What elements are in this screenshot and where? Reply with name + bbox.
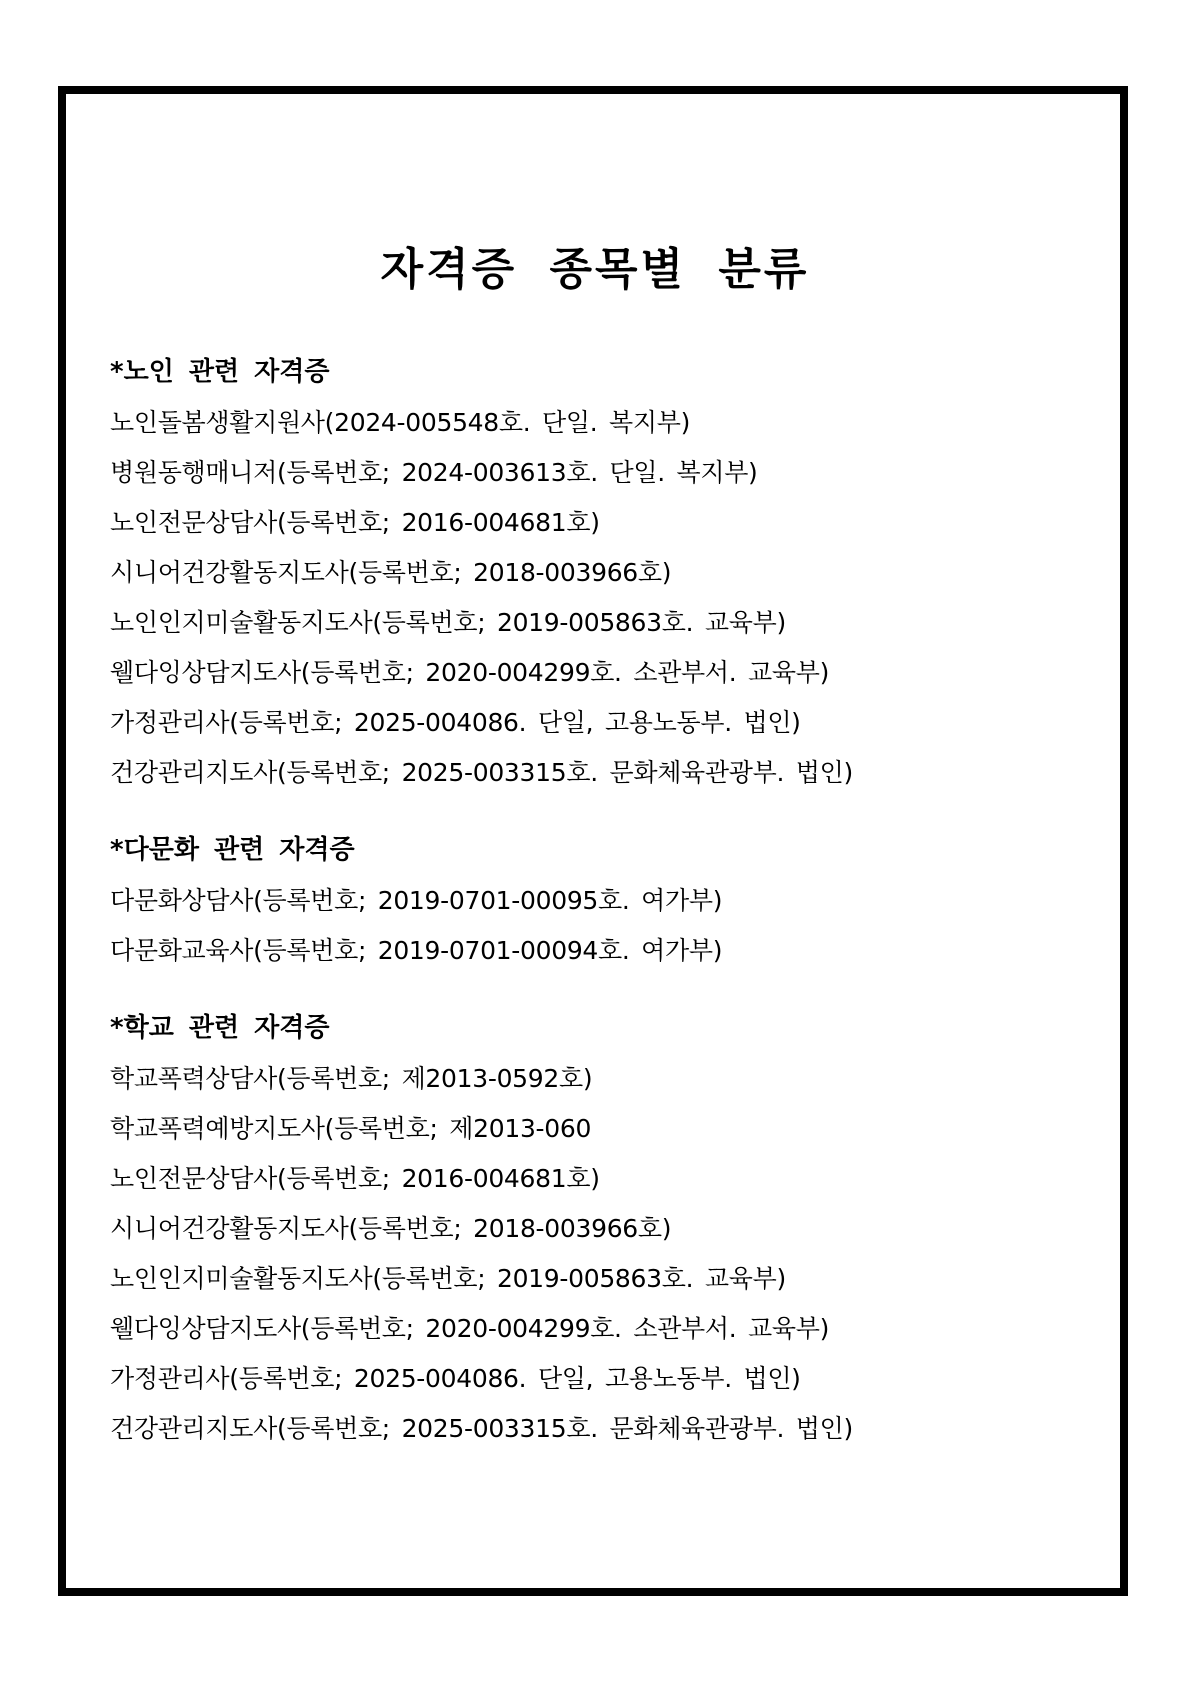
section-heading: *학교 관련 자격증 [110, 1013, 330, 1043]
list-item: 노인전문상담사(등록번호; 2016-004681호) [110, 508, 600, 537]
list-item: 학교폭력예방지도사(등록번호; 제2013-060 [110, 1114, 592, 1143]
section-heading: *다문화 관련 자격증 [110, 835, 355, 865]
page-title: 자격증 종목별 분류 [380, 244, 810, 295]
list-item: 건강관리지도사(등록번호; 2025-003315호. 문화체육관광부. 법인) [110, 758, 853, 787]
list-item: 노인인지미술활동지도사(등록번호; 2019-005863호. 교육부) [110, 1264, 786, 1293]
document-content [110, 346, 1100, 1480]
list-item: 시니어건강활동지도사(등록번호; 2018-003966호) [110, 558, 672, 587]
list-item: 웰다잉상담지도사(등록번호; 2020-004299호. 소관부서. 교육부) [110, 658, 830, 687]
certificate-list [110, 876, 1100, 976]
section-heading: *노인 관련 자격증 [110, 357, 330, 387]
list-item: 가정관리사(등록번호; 2025-004086. 단일, 고용노동부. 법인) [110, 708, 801, 737]
list-item: 학교폭력상담사(등록번호; 제2013-0592호) [110, 1064, 593, 1093]
list-item: 웰다잉상담지도사(등록번호; 2020-004299호. 소관부서. 교육부) [110, 1314, 830, 1343]
certificate-list [110, 398, 1100, 798]
certificate-list [110, 1054, 1100, 1454]
section-school-certificates [110, 1002, 1100, 1454]
section-senior-certificates [110, 346, 1100, 798]
list-item: 다문화교육사(등록번호; 2019-0701-00094호. 여가부) [110, 936, 723, 965]
list-item: 건강관리지도사(등록번호; 2025-003315호. 문화체육관광부. 법인) [110, 1414, 853, 1443]
list-item: 시니어건강활동지도사(등록번호; 2018-003966호) [110, 1214, 672, 1243]
list-item: 병원동행매니저(등록번호; 2024-003613호. 단일. 복지부) [110, 458, 758, 487]
list-item: 노인전문상담사(등록번호; 2016-004681호) [110, 1164, 600, 1193]
list-item: 가정관리사(등록번호; 2025-004086. 단일, 고용노동부. 법인) [110, 1364, 801, 1393]
section-multicultural-certificates [110, 824, 1100, 976]
list-item: 노인돌봄생활지원사(2024-005548호. 단일. 복지부) [110, 408, 691, 437]
list-item: 다문화상담사(등록번호; 2019-0701-00095호. 여가부) [110, 886, 723, 915]
list-item: 노인인지미술활동지도사(등록번호; 2019-005863호. 교육부) [110, 608, 786, 637]
